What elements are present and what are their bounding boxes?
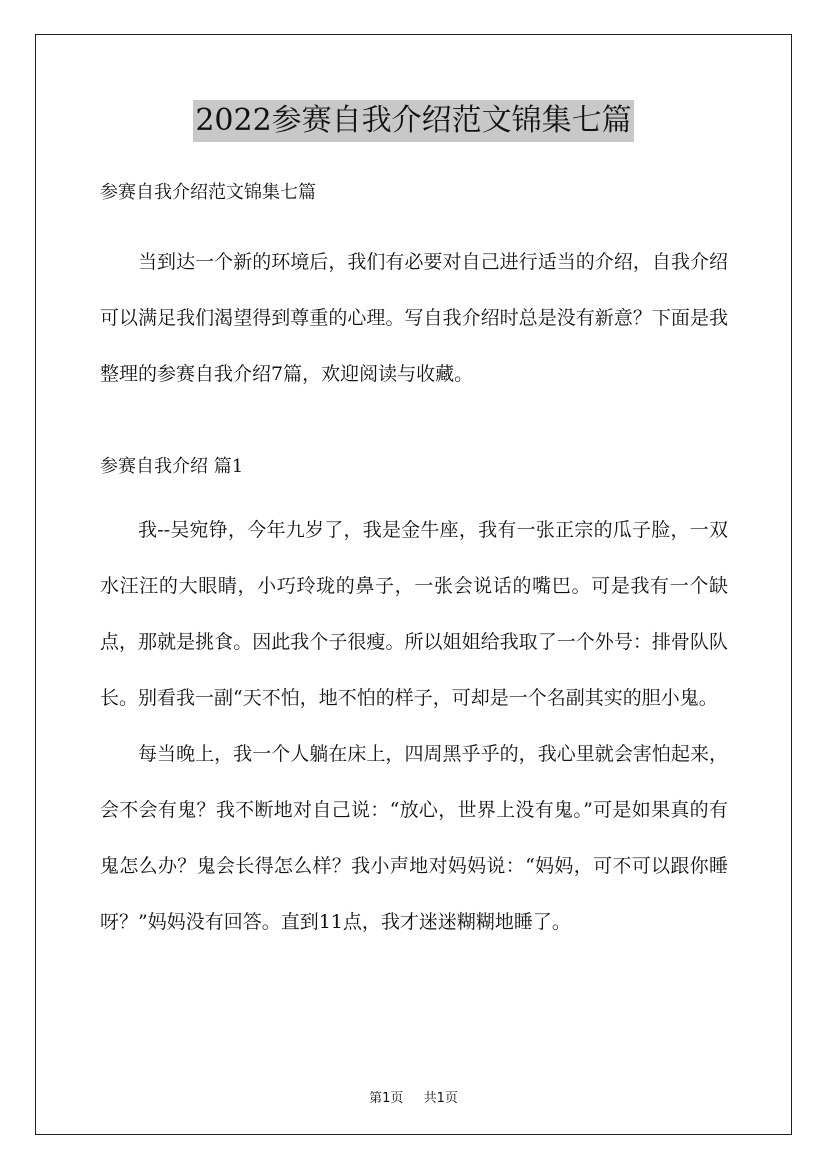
page-number: 第1页: [369, 1091, 404, 1106]
body-paragraph: 每当晚上，我一个人躺在床上，四周黑乎乎的，我心里就会害怕起来，会不会有鬼？我不断地对自己说：“放心，世界上没有鬼。”可是如果真的有鬼怎么办？鬼会长得怎么样？我小声地对妈妈说：“妈妈，可不可以跟你睡呀？”妈妈没有回答。直到11点，我才迷迷糊糊地睡了。: [100, 743, 728, 933]
document-body: [100, 178, 728, 950]
section-heading: 参赛自我介绍 篇1: [100, 456, 244, 477]
document-title-container: [0, 100, 827, 142]
intro-paragraph: 当到达一个新的环境后，我们有必要对自己进行适当的介绍，自我介绍可以满足我们渴望得到尊重的心理。写自我介绍时总是没有新意？下面是我整理的参赛自我介绍7篇，欢迎阅读与收藏。: [100, 251, 728, 385]
body-paragraph: 我--吴宛铮，今年九岁了，我是金牛座，我有一张正宗的瓜子脸，一双水汪汪的大眼睛，小巧玲珑的鼻子，一张会说话的嘴巴。可是我有一个缺点，那就是挑食。因此我个子很瘦。所以姐姐给我取了一个外号：排骨队队长。别看我一副“天不怕，地不怕的样子，可却是一个名副其实的胆小鬼。: [100, 519, 728, 709]
section-spacer: [100, 402, 728, 452]
page-footer: [0, 1087, 827, 1106]
document-title: 2022参赛自我介绍范文锦集七篇: [193, 100, 633, 142]
document-subtitle: 参赛自我介绍范文锦集七篇: [100, 182, 316, 203]
page-total: 共1页: [423, 1091, 458, 1106]
